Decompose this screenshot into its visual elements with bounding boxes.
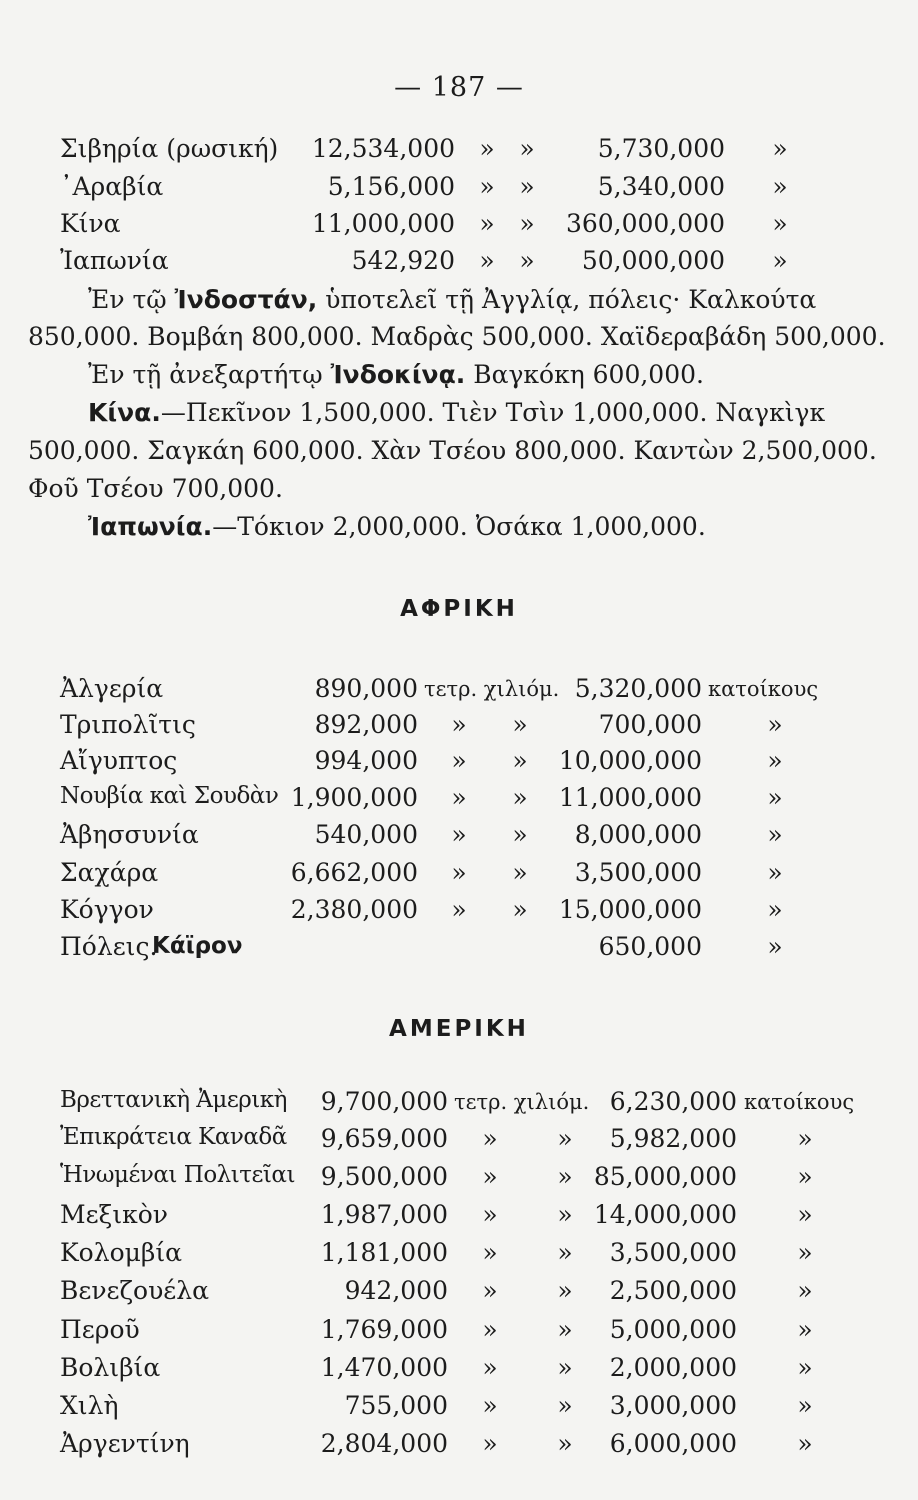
population-value: 5,982,000 [609,1124,737,1153]
country-name: Σιβηρία (ρωσική) [60,134,279,163]
ditto-mark: » [797,1276,813,1305]
country-name: Χιλὴ [60,1391,119,1420]
region-name-bold: Κίνα. [88,398,161,427]
population-value: 85,000,000 [593,1162,737,1191]
population-unit: κατοίκους [744,1090,855,1114]
text-line [88,398,825,427]
area-value: 1,769,000 [320,1315,448,1344]
population-value: 5,730,000 [597,134,725,163]
ditto-mark: » [797,1162,813,1191]
ditto-mark: » [767,820,783,849]
table-row [0,1087,918,1125]
area-value: 9,700,000 [320,1087,448,1116]
region-name-bold: Ἰνδοστάν, [174,285,318,314]
table-row [0,820,918,858]
table-row [0,1353,918,1391]
population-value: 50,000,000 [581,246,725,275]
ditto-mark: » [557,1276,573,1305]
ditto-mark: » [557,1315,573,1344]
area-value: 540,000 [314,820,418,849]
ditto-mark: » [557,1162,573,1191]
ditto-mark: » [557,1353,573,1382]
ditto-mark: » [772,209,788,238]
ditto-mark: » [772,172,788,201]
population-value: 2,000,000 [609,1353,737,1382]
ditto-mark: » [557,1238,573,1267]
section-heading-america: ΑΜΕΡΙΚΗ [389,1016,529,1042]
table-row [0,1315,918,1353]
population-value: 8,000,000 [574,820,702,849]
ditto-mark: » [797,1315,813,1344]
country-name: Ἡνωμέναι Πολιτεῖαι [60,1162,295,1188]
ditto-mark: » [482,1429,498,1458]
population-value: 15,000,000 [558,895,702,924]
country-name: Τριπολῖτις [60,710,196,739]
ditto-mark: » [451,746,467,775]
table-row [0,895,918,933]
country-name: Ἀργεντίνη [60,1429,190,1458]
ditto-mark: » [512,710,528,739]
table-row [0,134,918,172]
ditto-mark: » [479,246,495,275]
population-value: 5,320,000 [574,674,702,703]
table-row [0,783,918,821]
ditto-mark: » [767,710,783,739]
country-name: Βολιβία [60,1353,161,1382]
table-row [0,1162,918,1200]
city-name-bold: Κάϊρον [152,933,243,959]
table-row [0,1391,918,1429]
area-value: 9,659,000 [320,1124,448,1153]
ditto-mark: » [451,783,467,812]
text-line: 850,000. Βομβάη 800,000. Μαδρὰς 500,000. Χαϊδεραβάδη 500,000. [28,322,886,351]
table-row [0,209,918,247]
area-value: 1,470,000 [320,1353,448,1382]
ditto-mark: » [557,1429,573,1458]
population-value: 3,500,000 [574,858,702,887]
country-name: Μεξικὸν [60,1200,168,1229]
population-value: 11,000,000 [558,783,702,812]
table-row [0,674,918,712]
page-number: — 187 — [394,72,524,103]
ditto-mark: » [512,820,528,849]
ditto-mark: » [512,783,528,812]
table-row [0,172,918,210]
ditto-mark: » [482,1162,498,1191]
table-row [0,1276,918,1314]
ditto-mark: » [512,746,528,775]
area-value: 1,181,000 [320,1238,448,1267]
text-line: Φοῦ Τσέου 700,000. [28,474,283,503]
area-value: 6,662,000 [290,858,418,887]
area-value: 2,804,000 [320,1429,448,1458]
population-value: 10,000,000 [558,746,702,775]
ditto-mark: » [557,1124,573,1153]
population-value: 360,000,000 [565,209,725,238]
ditto-mark: » [479,134,495,163]
ditto-mark: » [482,1391,498,1420]
area-value: 890,000 [314,674,418,703]
area-value: 12,534,000 [311,134,455,163]
ditto-mark: » [519,246,535,275]
area-value: 11,000,000 [311,209,455,238]
ditto-mark: » [451,820,467,849]
table-row [0,1429,918,1467]
region-name-bold: Ἰαπωνία. [88,512,213,541]
ditto-mark: » [797,1200,813,1229]
country-name: Βρεττανικὴ Ἀμερικὴ [60,1087,287,1113]
area-value: 2,380,000 [290,895,418,924]
area-value: 755,000 [344,1391,448,1420]
ditto-mark: » [519,134,535,163]
population-value: 3,000,000 [609,1391,737,1420]
region-name-bold: Ἰνδοκίνᾳ. [330,360,466,389]
area-value: 542,920 [351,246,455,275]
text-line: 500,000. Σαγκάη 600,000. Χὰν Τσέου 800,000. Καντὼν 2,500,000. [28,436,877,465]
section-heading-africa: ΑΦΡΙΚΗ [400,596,518,622]
country-name: Κίνα [60,209,121,238]
ditto-mark: » [797,1238,813,1267]
table-row [0,1200,918,1238]
ditto-mark: » [557,1200,573,1229]
country-name: Περοῦ [60,1315,140,1344]
text-rest: Βαγκόκη 600,000. [473,360,704,389]
country-name: Ἀβησσυνία [60,820,199,849]
ditto-mark: » [479,209,495,238]
ditto-mark: » [519,172,535,201]
population-value: 3,500,000 [609,1238,737,1267]
ditto-mark: » [451,895,467,924]
ditto-mark: » [451,710,467,739]
ditto-mark: » [482,1200,498,1229]
cities-row [0,932,918,970]
country-name: Κολομβία [60,1238,183,1267]
country-name: Σαχάρα [60,858,159,887]
text-rest: —Τόκιον 2,000,000. Ὀσάκα 1,000,000. [212,512,706,541]
ditto-mark: » [519,209,535,238]
text-rest: —Πεκῖνον 1,500,000. Τιὲν Τσὶν 1,000,000. Ναγκὶγκ [160,398,826,427]
ditto-mark: » [772,246,788,275]
ditto-mark: » [767,746,783,775]
area-value: 892,000 [314,710,418,739]
area-value: 1,900,000 [290,783,418,812]
area-value: 9,500,000 [320,1162,448,1191]
country-name: ᾽Αραβία [60,172,164,201]
population-value: 650,000 [598,932,702,961]
ditto-mark: » [767,895,783,924]
cities-label: Πόλεις. [60,932,158,961]
population-value: 5,340,000 [597,172,725,201]
ditto-mark: » [479,172,495,201]
ditto-mark: » [482,1353,498,1382]
ditto-mark: » [482,1276,498,1305]
population-value: 6,000,000 [609,1429,737,1458]
table-row [0,1238,918,1276]
ditto-mark: » [772,134,788,163]
area-value: 994,000 [314,746,418,775]
ditto-mark: » [482,1238,498,1267]
text-prefix: Ἐν τῷ [88,285,167,314]
population-unit: κατοίκους [708,677,819,701]
ditto-mark: » [482,1315,498,1344]
area-value: 5,156,000 [327,172,455,201]
area-value: 942,000 [344,1276,448,1305]
table-row [0,746,918,784]
ditto-mark: » [767,783,783,812]
ditto-mark: » [767,932,783,961]
country-name: Ἀλγερία [60,674,164,703]
population-value: 700,000 [598,710,702,739]
text-rest: ὑποτελεῖ τῇ Ἀγγλίᾳ, πόλεις· Καλκούτα [325,285,817,314]
text-prefix: Ἐν τῇ ἀνεξαρτήτῳ [88,360,323,389]
ditto-mark: » [512,858,528,887]
country-name: Αἴγυπτος [60,746,178,775]
country-name: Νουβία καὶ Σουδὰν [60,783,279,809]
country-name: Ἰαπωνία [60,246,169,275]
ditto-mark: » [797,1124,813,1153]
area-unit: τετρ. χιλιόμ. [454,1090,590,1114]
text-line [88,512,706,541]
area-unit: τετρ. χιλιόμ. [424,677,560,701]
ditto-mark: » [451,858,467,887]
table-row [0,710,918,748]
text-line [88,285,816,314]
ditto-mark: » [557,1391,573,1420]
population-value: 5,000,000 [609,1315,737,1344]
ditto-mark: » [797,1429,813,1458]
table-row [0,246,918,284]
ditto-mark: » [512,895,528,924]
area-value: 1,987,000 [320,1200,448,1229]
population-value: 14,000,000 [593,1200,737,1229]
population-value: 6,230,000 [609,1087,737,1116]
ditto-mark: » [482,1124,498,1153]
ditto-mark: » [797,1391,813,1420]
ditto-mark: » [797,1353,813,1382]
table-row [0,858,918,896]
ditto-mark: » [767,858,783,887]
text-line [88,360,704,389]
country-name: Βενεζουέλα [60,1276,209,1305]
population-value: 2,500,000 [609,1276,737,1305]
country-name: Ἐπικράτεια Καναδᾶ [60,1124,287,1150]
table-row [0,1124,918,1162]
country-name: Κόγγον [60,895,154,924]
